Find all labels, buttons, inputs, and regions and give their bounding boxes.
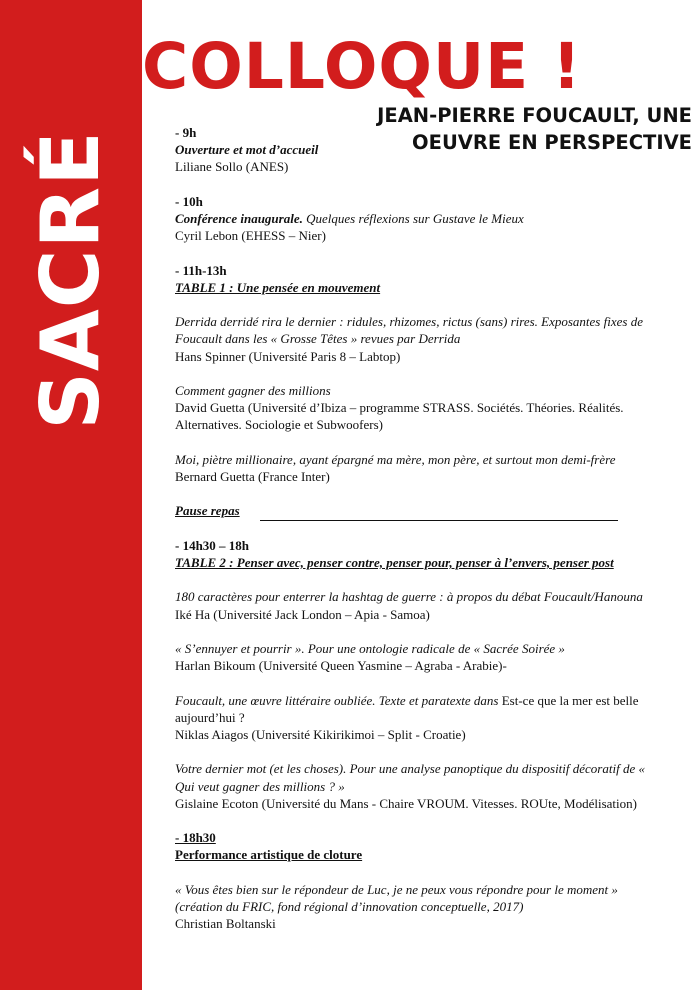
talk-title: Comment gagner des millions [175,382,331,398]
speaker: Bernard Guetta (France Inter) [175,468,330,484]
speaker: Harlan Bikoum (Université Queen Yasmine – Agraba - Arabie)- [175,658,507,674]
speaker: Niklas Aiagos (Université Kikirikimoi – Split - Croatie) [175,726,466,742]
speaker: Alternatives. Sociologie et Subwoofers) [175,417,383,433]
quote: (création du FRIC, fond régional d’innovation conceptuelle, 2017) [175,898,524,914]
session-title: Performance artistique de cloture [175,847,363,863]
talk-title: Foucault dans les « Grosse Têtes » revues par Derrida [175,331,461,347]
subtitle-line-1: JEAN-PIERRE FOUCAULT, UNE [377,104,692,127]
session-time: - 9h [175,125,197,140]
talk-title-bold: Conférence inaugurale. [175,211,303,226]
side-title: SACRÉ [24,130,117,430]
session-time: - 10h [175,193,203,209]
speaker: Liliane Sollo (ANES) [175,159,289,175]
quote: « Vous êtes bien sur le répondeur de Luc, je ne peux vous répondre pour le moment » [175,881,618,897]
session-title: Ouverture et mot d’accueil [175,142,319,158]
speaker: David Guetta (Université d’Ibiza – programme STRASS. Sociétés. Théories. Réalités. [175,400,624,416]
session-time: - 14h30 – 18h [175,537,250,553]
artist: Christian Boltanski [175,916,276,932]
session-title [175,210,675,227]
talk-title-rest: Quelques réflexions sur Gustave le Mieux [302,211,524,226]
subtitle-line-2: OEUVRE EN PERSPECTIVE [412,131,692,154]
divider-line [260,520,618,521]
main-title: COLLOQUE ! [142,30,582,103]
speaker: Cyril Lebon (EHESS – Nier) [175,228,326,244]
program [175,124,675,932]
talk-title: « S’ennuyer et pourrir ». Pour une ontologie radicale de « Sacrée Soirée » [175,640,565,656]
table-title: TABLE 2 : Penser avec, penser contre, penser pour, penser à l’envers, penser post [175,554,614,570]
table-title: TABLE 1 : Une pensée en mouvement [175,279,381,295]
talk-title: Derrida derridé rira le dernier : ridules, rhizomes, rictus (sans) rires. Exposantes fixes de [175,314,643,330]
talk-title: Votre dernier mot (et les choses). Pour une analyse panoptique du dispositif décoratif de « [175,761,645,777]
speaker: Gislaine Ecoton (Université du Mans - Chaire VROUM. Vitesses. ROUte, Modélisation) [175,795,637,811]
speaker: Hans Spinner (Université Paris 8 – Labtop) [175,348,401,364]
session-time: - 18h30 [175,830,216,846]
talk-title [175,692,675,709]
pause-label: Pause repas [175,503,240,519]
talk-title: Moi, piètre millionaire, ayant épargné ma mère, mon père, et surtout mon demi-frère [175,451,616,467]
talk-title: Qui veut gagner des millions ? » [175,778,345,794]
talk-title: 180 caractères pour enterrer la hashtag de guerre : à propos du débat Foucault/Hanouna [175,589,643,605]
talk-title-c: aujourd’hui ? [175,709,245,725]
speaker: Iké Ha (Université Jack London – Apia - Samoa) [175,606,430,622]
talk-title-a: Foucault, une œuvre littéraire oubliée. Texte et paratexte dans [175,692,499,708]
talk-title-b: Est-ce que la mer est belle [498,692,639,708]
session-time: - 11h-13h [175,262,227,278]
